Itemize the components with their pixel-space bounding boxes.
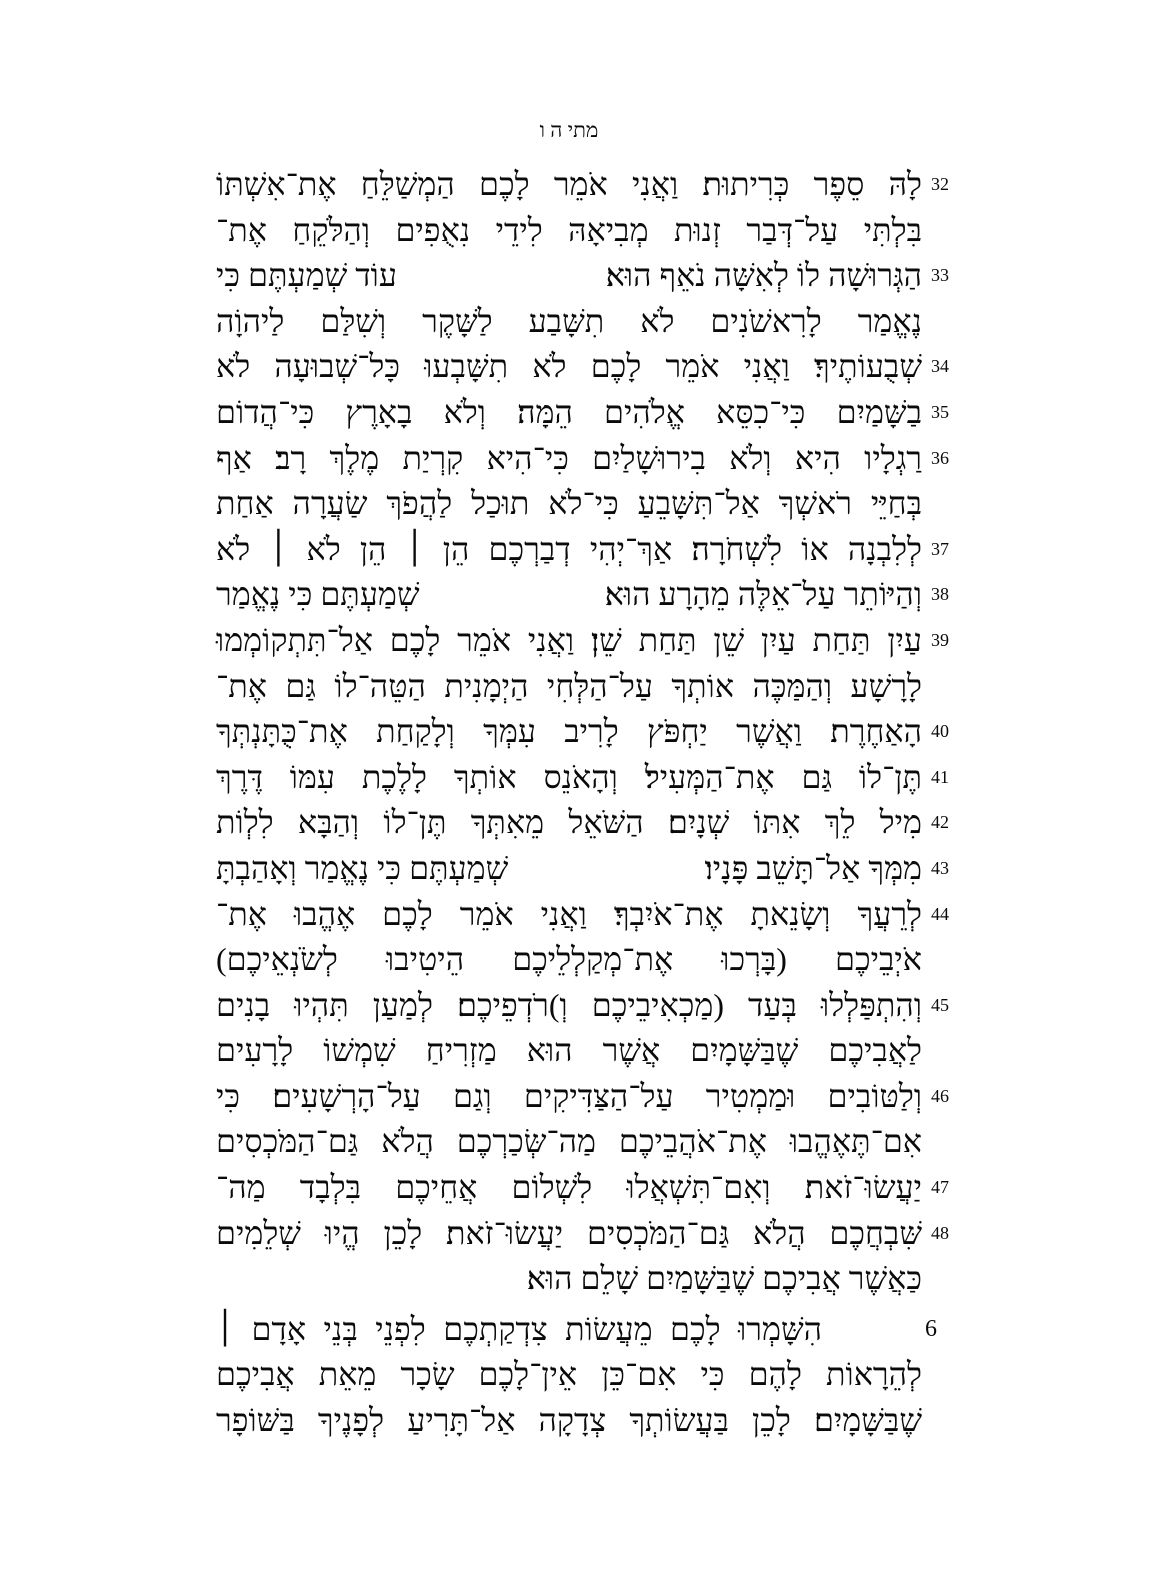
verse-number: 39 <box>931 629 949 650</box>
verse-line <box>216 937 922 983</box>
line-text <box>216 253 922 299</box>
text-block <box>216 162 949 1444</box>
line-text: בְּחַיֵּי רֹאשְׁךָ אַל־תִּשָּׁבֵעַ כִּי־לֹא תוּכַל לַהֲפֹךְ שַׂעֲרָה אַחַת <box>216 485 922 522</box>
verse-number: 43 <box>931 857 949 878</box>
line-text: לָרָשָׁע וְהַמַּכֶּה אוֹתְךָ עַל־הַלְּחִי הַיְמָנִית הַטֵּה־לוֹ גַּם אֶת־ <box>216 667 922 704</box>
verse-number: 32 <box>931 174 949 194</box>
line-text: לְרֵעֲךָ וְשָׂנֵאתָ אֶת־אֹיִבְךָ׃ וַאֲנִי אֹמֵר לָכֶם אֶהֱבוּ אֶת־ <box>216 895 922 932</box>
verse-line <box>216 709 949 755</box>
verse-line <box>216 1119 922 1165</box>
line-text-part: מִמְּךָ אַל־תָּשֵׁב פָּנָיו׃ <box>704 849 922 886</box>
line-text-part: שְׁמַעְתֶּם כִּי נֶאֱמַר וְאָהַבְתָּ <box>216 849 509 886</box>
line-text: אִם־תֶּאֶהֱבוּ אֶת־אֹהֲבֵיכֶם מַה־שְּׂכַרְכֶם הֲלֹא גַּם־הַמֹּכְסִים <box>216 1123 922 1160</box>
verse-number: 37 <box>931 538 949 559</box>
chapter-start-line <box>216 1307 937 1353</box>
verse-line <box>216 344 949 390</box>
line-text <box>216 846 922 892</box>
verse-line <box>216 208 922 254</box>
line-text: הִשָּׁמְרוּ לָכֶם מֵעֲשׂוֹת צִדְקַתְכֶם לִפְנֵי בְּנֵי אָדָם ׀ <box>216 1310 822 1347</box>
line-text: לְלִבְנָה אוֹ לִשְׁחֹרָה׃ אַךְ־יְהִי דְבַרְכֶם הֵן ׀ הֵן לֹא ׀ לֹא <box>216 530 922 567</box>
verse-line <box>216 664 922 710</box>
line-text: מִיל לֵךְ אִתּוֹ שְׁנָיִם׃ הַשֹּׁאֵל מֵאִתְּךָ תֶּן־לוֹ וְהַבָּא לִלְוֹת <box>216 804 922 841</box>
verse-number: 40 <box>931 721 949 742</box>
verse-line <box>216 1398 922 1444</box>
line-text-part: וְהַיּוֹתֵר עַל־אֵלֶּה מֵהָרָע הוּא׃ <box>604 576 922 613</box>
verse-line <box>216 572 949 618</box>
line-text: וְלַטּוֹבִים וּמַמְטִיר עַל־הַצַּדִּיקִים וְגַם עַל־הָרְשָׁעִים׃ כִּי <box>216 1077 922 1114</box>
verse-number: 44 <box>931 903 949 924</box>
verse-line <box>216 1211 949 1257</box>
line-text: כַּאֲשֶׁר אֲבִיכֶם שֶׁבַּשָּׁמַיִם שָׁלֵם הוּא׃ <box>526 1260 922 1297</box>
verse-number: 33 <box>931 265 949 286</box>
verse-line <box>216 892 949 938</box>
verse-line <box>216 983 949 1029</box>
line-text: שְׁבֻעוֹתֶיךָ׃ וַאֲנִי אֹמֵר לָכֶם לֹא תִשָּׁבְעוּ כָּל־שְׁבוּעָה לֹא <box>216 348 922 385</box>
line-text: הָאַחֶרֶת׃ וַאֲשֶׁר יַחְפֹּץ לָרִיב עִמְּךָ וְלָקַחַת אֶת־כֻּתָּנְתְּךָ <box>216 713 922 750</box>
verse-line <box>216 755 949 801</box>
verse-line <box>216 162 949 208</box>
verse-number: 41 <box>931 766 949 787</box>
line-text-part: עוֹד שְׁמַעְתֶּם כִּי <box>216 257 397 294</box>
verse-line <box>216 253 949 299</box>
verse-line <box>216 390 949 436</box>
line-text-part: הַגְּרוּשָׁה לוֹ לְאִשָּׁה נֹאֵף הוּא׃ <box>605 257 922 294</box>
line-text: בַשָּׁמַיִם כִּי־כִסֵּא אֱלֹהִים הֵמָּה׃ וְלֹא בָאָרֶץ כִּי־הֲדוֹם <box>216 393 922 430</box>
verse-number: 42 <box>931 812 949 833</box>
line-text-part: שְׁמַעְתֶּם כִּי נֶאֱמַר <box>216 576 420 613</box>
line-text: בִּלְתִּי עַל־דְּבַר זְנוּת מְבִיאָהּ לִידֵי נִאֻפִים וְהַלֹּקֵחַ אֶת־ <box>216 211 922 248</box>
line-text: נֶאֱמַר לָרִאשֹׁנִים לֹא תִשָּׁבַע לַשָּׁקֶר וְשִׁלַּם לַיהוָֹה <box>216 302 922 339</box>
verse-line <box>216 846 949 892</box>
line-text: תֶּן־לוֹ גַּם אֶת־הַמְּעִיל׃ וְהָאֹנֵס אוֹתְךָ לָלֶכֶת עִמּוֹ דֶּרֶךְ <box>216 758 922 795</box>
verse-number: 36 <box>931 447 949 468</box>
verse-line <box>216 527 949 573</box>
line-text: עַיִן תַּחַת עַיִן שֵׁן תַּחַת שֵׁן׃ וַאֲנִי אֹמֵר לָכֶם אַל־תִּתְקוֹמְמוּ <box>216 621 922 658</box>
verse-line <box>216 1028 922 1074</box>
line-text: לְהֵרָאוֹת לָהֶם כִּי אִם־כֵּן אֵין־לָכֶם שָׂכָר מֵאֵת אֲבִיכֶם <box>216 1356 922 1393</box>
verse-number: 45 <box>931 994 949 1015</box>
verse-line <box>216 436 949 482</box>
verse-line <box>216 1352 922 1398</box>
verse-line <box>216 1165 949 1211</box>
verse-line <box>216 800 949 846</box>
verse-number: 38 <box>931 584 949 605</box>
verse-number: 48 <box>931 1222 949 1243</box>
line-text: שִּׁבְחֲכֶם הֲלֹא גַּם־הַמֹּכְסִים יַעֲשׂוּ־זֹאת׃ לָכֵן הֱיוּ שְׁלֵמִים <box>216 1214 922 1251</box>
verse-number: 47 <box>931 1177 949 1198</box>
verse-number: 35 <box>931 401 949 422</box>
line-text: יַעֲשׂוּ־זֹאת׃ וְאִם־תִּשְׁאֲלוּ לִשְׁלוֹם אֲחֵיכֶם בִּלְבָד מַה־ <box>216 1169 922 1206</box>
verse-number: 46 <box>931 1085 949 1106</box>
chapter-number: 6 <box>925 1315 937 1342</box>
line-text: וְהִתְפַּלְלוּ בְּעַד (מַכְאִיבֵיכֶם וְ)רֹדְפֵיכֶם׃ לְמַעַן תִּהְיוּ בָנִים <box>216 986 922 1023</box>
verse-line <box>216 618 949 664</box>
running-header: מתי ה ו <box>539 118 599 142</box>
verse-line <box>216 299 922 345</box>
line-text: לָהּ סֵפֶר כְּרִיתוּת׃ וַאֲנִי אֹמֵר לָכֶם הַמְשַׁלֵּחַ אֶת־אִשְׁתּוֹ <box>216 166 922 202</box>
verse-line <box>216 1074 949 1120</box>
line-text <box>216 572 922 618</box>
line-text: אֹיְבֵיכֶם (בָּרְכוּ אֶת־מְקַלְלֵיכֶם הֵיטִיבוּ לְשֹׂנְאֵיכֶם) <box>216 941 922 978</box>
verse-line <box>216 1256 922 1302</box>
line-text: לַאֲבִיכֶם שֶׁבַּשָּׁמָיִם אֲשֶׁר הוּא מַזְרִיחַ שִׁמְשׁוֹ לָרָעִים <box>216 1032 922 1069</box>
line-text: שֶׁבַּשָּׁמָיִם׃ לָכֵן בַּעֲשׂוֹתְךָ צְדָקָה אַל־תָּרִיעַ לְפָנֶיךָ בַּשּׁוֹפָר <box>216 1402 922 1439</box>
verse-number: 34 <box>931 356 949 377</box>
line-text: רַגְלָיו הִיא וְלֹא בִירוּשָׁלַיִם כִּי־הִיא קִרְיַת מֶלֶךְ רָב׃ אַף <box>216 439 922 476</box>
verse-line <box>216 481 922 527</box>
